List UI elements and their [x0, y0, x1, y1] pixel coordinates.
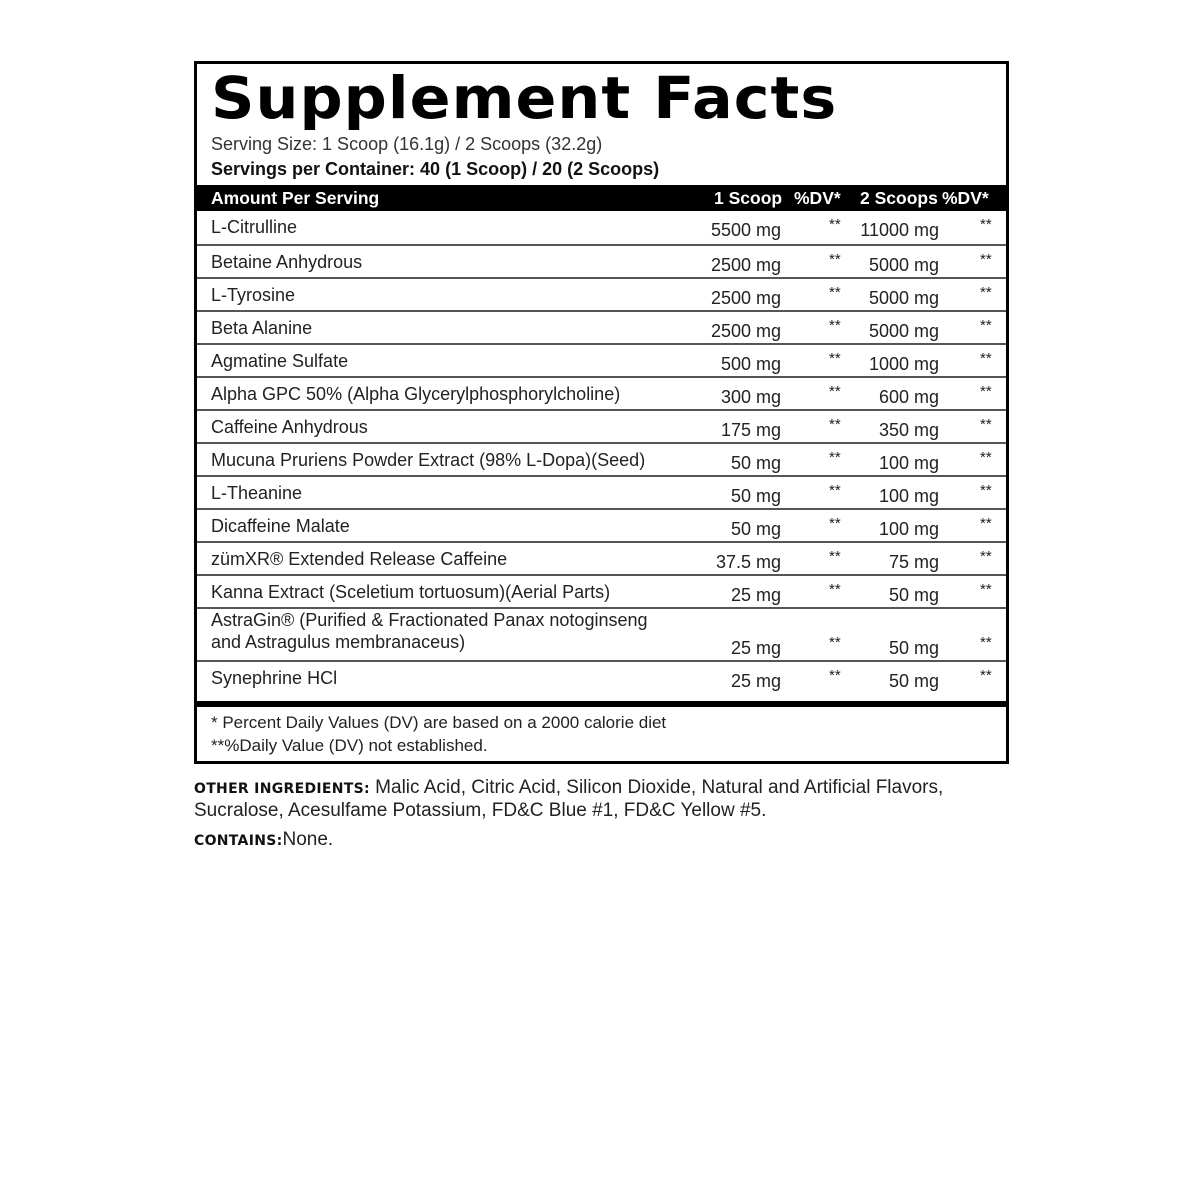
table-row — [197, 409, 1006, 442]
amount-2-scoops: 100 mg — [878, 453, 939, 473]
amount-2-scoops: 50 mg — [888, 585, 939, 605]
dv-2-scoops: ** — [980, 548, 992, 565]
panel-title: Supplement Facts — [211, 64, 838, 132]
dv-2-scoops: ** — [980, 284, 992, 301]
dv-2-scoops: ** — [980, 251, 992, 268]
ingredient-name: Alpha GPC 50% (Alpha Glycerylphosphorylcholine) — [211, 384, 621, 404]
amount-1-scoop: 50 mg — [730, 453, 781, 473]
dv-1-scoop: ** — [829, 634, 841, 651]
table-row — [197, 277, 1006, 310]
footnote-dv-basis: * Percent Daily Values (DV) are based on a 2000 calorie diet — [211, 713, 667, 732]
other-ingredients — [194, 777, 994, 822]
ingredient-name — [211, 609, 648, 653]
servings-per-container: Servings per Container: 40 (1 Scoop) / 20 (2 Scoops) — [211, 159, 660, 179]
other-ingredients-text: Malic Acid, Citric Acid, Silicon Dioxide, Natural and Artificial Flavors, Sucralose, Acesulfame Potassium, FD&C Blue #1, FD&C Yellow #5. — [194, 777, 944, 821]
amount-1-scoop: 175 mg — [720, 420, 781, 440]
table-row — [197, 442, 1006, 475]
dv-2-scoops: ** — [980, 416, 992, 433]
ingredient-name: L-Tyrosine — [211, 285, 296, 305]
amount-2-scoops: 5000 mg — [868, 321, 939, 341]
table-row — [197, 343, 1006, 376]
table-row — [197, 376, 1006, 409]
table-row — [197, 660, 1006, 693]
dv-1-scoop: ** — [829, 317, 841, 334]
amount-2-scoops: 100 mg — [878, 519, 939, 539]
ingredient-name-line-2: and Astragulus membranaceus) — [211, 632, 466, 652]
amount-1-scoop: 37.5 mg — [715, 552, 781, 572]
dv-1-scoop: ** — [829, 251, 841, 268]
supplement-facts-panel — [194, 61, 1009, 764]
amount-2-scoops: 11000 mg — [860, 220, 939, 240]
amount-2-scoops: 75 mg — [888, 552, 939, 572]
ingredient-name: Betaine Anhydrous — [211, 252, 363, 272]
amount-2-scoops: 100 mg — [878, 486, 939, 506]
amount-1-scoop: 500 mg — [720, 354, 781, 374]
ingredient-name: Mucuna Pruriens Powder Extract (98% L-Dopa)(Seed) — [211, 450, 646, 470]
dv-1-scoop: ** — [829, 548, 841, 565]
ingredient-name: Kanna Extract (Sceletium tortuosum)(Aerial Parts) — [211, 582, 611, 602]
table-header — [197, 185, 1006, 211]
amount-1-scoop: 2500 mg — [710, 255, 781, 275]
table-row — [197, 508, 1006, 541]
dv-1-scoop: ** — [829, 515, 841, 532]
contains-text: None. — [282, 829, 334, 850]
ingredient-name: L-Citrulline — [211, 217, 298, 237]
contains-statement — [194, 829, 333, 851]
dv-2-scoops: ** — [980, 449, 992, 466]
amount-1-scoop: 2500 mg — [710, 321, 781, 341]
table-row — [197, 211, 1006, 244]
dv-1-scoop: ** — [829, 383, 841, 400]
contains-label: CONTAINS: — [194, 833, 283, 849]
dv-1-scoop: ** — [829, 581, 841, 598]
dv-1-scoop: ** — [829, 416, 841, 433]
footer-rule — [197, 701, 1006, 707]
dv-1-scoop: ** — [829, 350, 841, 367]
ingredient-name: Synephrine HCl — [211, 668, 338, 688]
amount-1-scoop: 25 mg — [730, 638, 781, 658]
amount-2-scoops: 5000 mg — [868, 255, 939, 275]
table-row — [197, 607, 1006, 660]
amount-1-scoop: 5500 mg — [710, 220, 781, 240]
ingredient-name: Beta Alanine — [211, 318, 313, 338]
dv-2-scoops: ** — [980, 482, 992, 499]
dv-2-scoops: ** — [980, 581, 992, 598]
table-row — [197, 310, 1006, 343]
amount-2-scoops: 600 mg — [878, 387, 939, 407]
amount-1-scoop: 50 mg — [730, 486, 781, 506]
dv-1-scoop: ** — [829, 284, 841, 301]
dv-2-scoops: ** — [980, 317, 992, 334]
dv-2-scoops: ** — [980, 350, 992, 367]
header-amount-per-serving: Amount Per Serving — [211, 188, 380, 208]
header-1-scoop: 1 Scoop — [714, 188, 783, 208]
dv-1-scoop: ** — [829, 449, 841, 466]
dv-2-scoops: ** — [980, 634, 992, 651]
dv-2-scoops: ** — [980, 383, 992, 400]
ingredient-name: L-Theanine — [211, 483, 303, 503]
amount-2-scoops: 5000 mg — [868, 288, 939, 308]
ingredient-table — [197, 211, 1006, 693]
ingredient-name: Agmatine Sulfate — [211, 351, 349, 371]
ingredient-name-line-1: AstraGin® (Purified & Fractionated Panax notoginseng — [211, 610, 648, 630]
other-ingredients-label: OTHER INGREDIENTS: — [194, 781, 370, 797]
amount-2-scoops: 350 mg — [878, 420, 939, 440]
header-2-scoops-dv: %DV* — [942, 188, 989, 208]
header-1-scoop-dv: %DV* — [794, 188, 841, 208]
dv-1-scoop: ** — [829, 667, 841, 684]
amount-2-scoops: 50 mg — [888, 671, 939, 691]
table-row — [197, 244, 1006, 277]
dv-2-scoops: ** — [980, 515, 992, 532]
amount-1-scoop: 25 mg — [730, 585, 781, 605]
dv-1-scoop: ** — [829, 482, 841, 499]
amount-2-scoops: 50 mg — [888, 638, 939, 658]
ingredient-name: zümXR® Extended Release Caffeine — [211, 549, 508, 569]
dv-2-scoops: ** — [980, 216, 992, 233]
ingredient-name: Dicaffeine Malate — [211, 516, 350, 536]
amount-1-scoop: 50 mg — [730, 519, 781, 539]
ingredient-name: Caffeine Anhydrous — [211, 417, 368, 437]
amount-1-scoop: 300 mg — [720, 387, 781, 407]
table-row — [197, 574, 1006, 607]
amount-1-scoop: 25 mg — [730, 671, 781, 691]
footnote-dv-not-established: **%Daily Value (DV) not established. — [211, 736, 488, 755]
serving-size: Serving Size: 1 Scoop (16.1g) / 2 Scoops (32.2g) — [211, 134, 603, 154]
amount-1-scoop: 2500 mg — [710, 288, 781, 308]
dv-1-scoop: ** — [829, 216, 841, 233]
header-2-scoops: 2 Scoops — [860, 188, 938, 208]
amount-2-scoops: 1000 mg — [868, 354, 939, 374]
dv-2-scoops: ** — [980, 667, 992, 684]
table-row — [197, 541, 1006, 574]
table-row — [197, 475, 1006, 508]
